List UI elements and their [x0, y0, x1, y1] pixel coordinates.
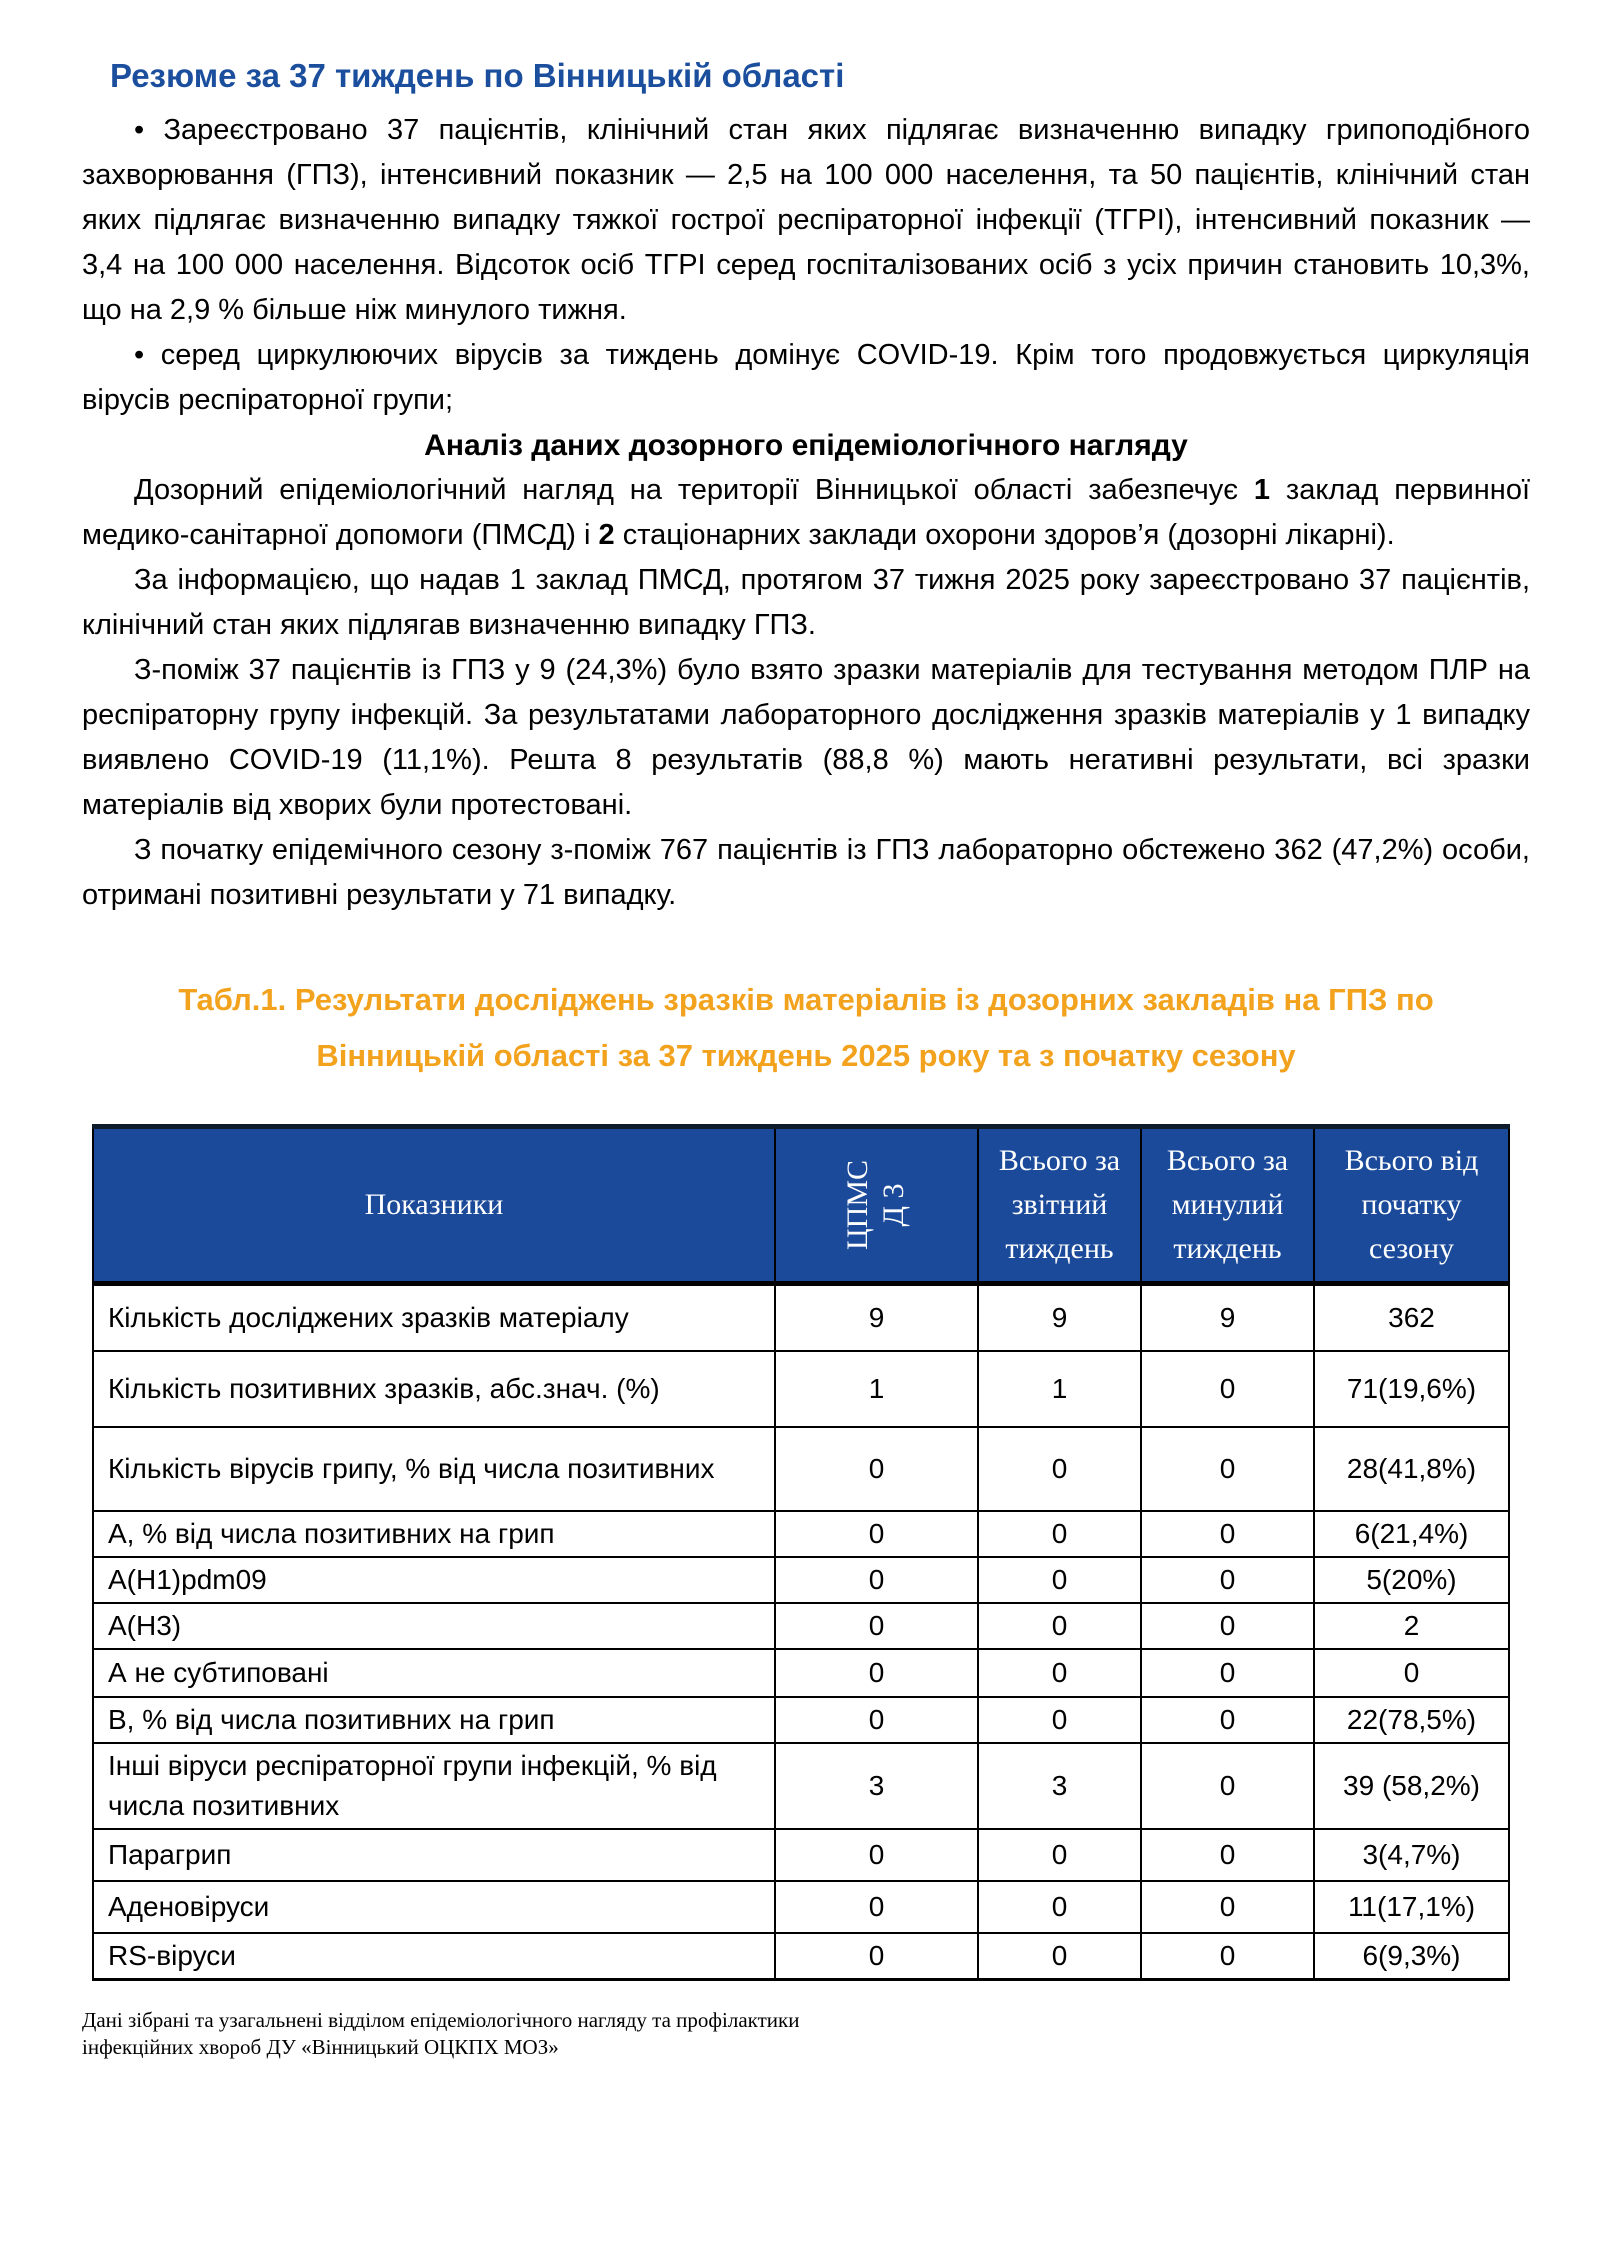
- row-label: Аденовіруси: [93, 1881, 775, 1933]
- value-cell: 0: [978, 1933, 1141, 1980]
- page-title: Резюме за 37 тиждень по Вінницькій області: [110, 57, 845, 94]
- row-label: Парагрип: [93, 1829, 775, 1881]
- value-cell: 0: [1141, 1829, 1314, 1881]
- row-label: A(H1)pdm09: [93, 1557, 775, 1603]
- value-cell: 0: [775, 1557, 978, 1603]
- row-label: Кількість вірусів грипу, % від числа позитивних: [93, 1427, 775, 1511]
- bold-number: 2: [598, 519, 615, 551]
- row-label: Інші віруси респіраторної групи інфекцій, % від числа позитивних: [93, 1743, 775, 1829]
- value-cell: 2: [1314, 1603, 1509, 1649]
- value-cell: 3: [775, 1743, 978, 1829]
- value-cell: 0: [978, 1649, 1141, 1697]
- table-row: [93, 1557, 1509, 1603]
- value-cell: 9: [978, 1284, 1141, 1351]
- value-cell: 0: [775, 1697, 978, 1743]
- paragraph-text: стаціонарних заклади охорони здоров’я (дозорні лікарні).: [614, 519, 1395, 551]
- value-cell: 71(19,6%): [1314, 1351, 1509, 1427]
- table-row: [93, 1881, 1509, 1933]
- summary-bullet-1: • Зареєстровано 37 пацієнтів, клінічний стан яких підлягає визначенню випадку грипоподібного захворювання (ГПЗ), інтенсивний показник — 2,5 на 100 000 населення, та 50 пацієнтів, клінічний стан яких підлягає визначенню випадку тяжкої гострої респіраторної інфекції (ТГРІ), інтенсивний показник — 3,4 на 100 000 населення. Відсоток осіб ТГРІ серед госпіталізованих осіб з усіх причин становить 10,3%, що на 2,9 % більше ніж минулого тижня.: [82, 114, 1530, 326]
- value-cell: 0: [978, 1697, 1141, 1743]
- paragraph-text: Дозорний епідеміологічний нагляд на території Вінницької області забезпечує: [134, 474, 1254, 506]
- row-label: RS-віруси: [93, 1933, 775, 1980]
- value-cell: 0: [1314, 1649, 1509, 1697]
- paragraph-pmsd-report: За інформацією, що надав 1 заклад ПМСД, протягом 37 тижня 2025 року зареєстровано 37 пацієнтів, клінічний стан яких підлягав визначенню випадку ГПЗ.: [82, 564, 1530, 641]
- value-cell: 0: [1141, 1351, 1314, 1427]
- row-label: Кількість позитивних зразків, абс.знач. (%): [93, 1351, 775, 1427]
- paragraph-season-summary: З початку епідемічного сезону з-поміж 767 пацієнтів із ГПЗ лабораторно обстежено 362 (47,2%) особи, отримані позитивні результати у 71 випадку.: [82, 834, 1530, 911]
- value-cell: 6(21,4%): [1314, 1511, 1509, 1557]
- value-cell: 0: [1141, 1557, 1314, 1603]
- value-cell: 0: [978, 1881, 1141, 1933]
- summary-bullet-2: • серед циркулюючих вірусів за тиждень домінує COVID-19. Крім того продовжується циркуляція вірусів респіраторної групи;: [82, 339, 1530, 416]
- value-cell: 0: [1141, 1603, 1314, 1649]
- table-row: [93, 1284, 1509, 1351]
- table-row: [93, 1511, 1509, 1557]
- value-cell: 0: [978, 1427, 1141, 1511]
- analysis-section-heading: Аналіз даних дозорного епідеміологічного нагляду: [424, 429, 1188, 462]
- row-label: Кількість досліджених зразків матеріалу: [93, 1284, 775, 1351]
- row-label: A(H3): [93, 1603, 775, 1649]
- table-row: [93, 1743, 1509, 1829]
- vertical-text-line: ЦПМС: [841, 1159, 875, 1251]
- col-header-cpmsd: [775, 1127, 978, 1284]
- value-cell: 0: [775, 1933, 978, 1980]
- value-cell: 0: [775, 1649, 978, 1697]
- value-cell: 3: [978, 1743, 1141, 1829]
- value-cell: 0: [1141, 1881, 1314, 1933]
- value-cell: 1: [978, 1351, 1141, 1427]
- value-cell: 0: [1141, 1697, 1314, 1743]
- value-cell: 3(4,7%): [1314, 1829, 1509, 1881]
- col-header-season-total: Всього від початку сезону: [1314, 1127, 1509, 1284]
- value-cell: 0: [1141, 1743, 1314, 1829]
- value-cell: 0: [775, 1427, 978, 1511]
- footnote-line: Дані зібрані та узагальнені відділом епідеміологічного нагляду та профілактики: [82, 2007, 800, 2032]
- table-row: [93, 1829, 1509, 1881]
- value-cell: 0: [978, 1829, 1141, 1881]
- table-header-row: [93, 1127, 1509, 1284]
- table-row: [93, 1649, 1509, 1697]
- table-row: [93, 1933, 1509, 1980]
- value-cell: 39 (58,2%): [1314, 1743, 1509, 1829]
- value-cell: 0: [1141, 1649, 1314, 1697]
- value-cell: 0: [1141, 1933, 1314, 1980]
- footnote: [82, 2007, 1530, 2061]
- value-cell: 22(78,5%): [1314, 1697, 1509, 1743]
- value-cell: 9: [1141, 1284, 1314, 1351]
- col-header-week-report: Всього за звітний тиждень: [978, 1127, 1141, 1284]
- value-cell: 362: [1314, 1284, 1509, 1351]
- value-cell: 0: [978, 1603, 1141, 1649]
- col-header-indicators: Показники: [93, 1127, 775, 1284]
- value-cell: 0: [775, 1603, 978, 1649]
- value-cell: 0: [978, 1557, 1141, 1603]
- table-caption: Табл.1. Результати досліджень зразків матеріалів із дозорних закладів на ГПЗ по Вінницькій області за 37 тиждень 2025 року та з початку сезону: [178, 982, 1434, 1073]
- value-cell: 0: [775, 1829, 978, 1881]
- value-cell: 0: [1141, 1511, 1314, 1557]
- value-cell: 0: [1141, 1427, 1314, 1511]
- paragraph-sample-testing: З-поміж 37 пацієнтів із ГПЗ у 9 (24,3%) було взято зразки матеріалів для тестування методом ПЛР на респіраторну групу інфекцій. За результатами лабораторного дослідження зразків матеріалів у 1 випадку виявлено COVID-19 (11,1%). Решта 8 результатів (88,8 %) мають негативні результати, всі зразки матеріалів від хворих були протестовані.: [82, 654, 1530, 821]
- value-cell: 11(17,1%): [1314, 1881, 1509, 1933]
- value-cell: 1: [775, 1351, 978, 1427]
- value-cell: 28(41,8%): [1314, 1427, 1509, 1511]
- paragraph-surveillance-network: [82, 468, 1530, 558]
- table-row: [93, 1697, 1509, 1743]
- value-cell: 9: [775, 1284, 978, 1351]
- row-label: В, % від числа позитивних на грип: [93, 1697, 775, 1743]
- value-cell: 0: [978, 1511, 1141, 1557]
- value-cell: 6(9,3%): [1314, 1933, 1509, 1980]
- row-label: А не субтиповані: [93, 1649, 775, 1697]
- table-row: [93, 1351, 1509, 1427]
- vertical-text: [840, 1160, 912, 1250]
- table-row: [93, 1427, 1509, 1511]
- bold-number: 1: [1253, 474, 1271, 506]
- results-table: [92, 1124, 1510, 1981]
- col-header-week-previous: Всього за минулий тиждень: [1141, 1127, 1314, 1284]
- value-cell: 0: [775, 1881, 978, 1933]
- value-cell: 5(20%): [1314, 1557, 1509, 1603]
- table-row: [93, 1603, 1509, 1649]
- vertical-text-line: Д 3: [877, 1183, 911, 1227]
- row-label: А, % від числа позитивних на грип: [93, 1511, 775, 1557]
- paragraph-text: заклад первинної медико-санітарної допомоги (ПМСД) і: [82, 474, 1531, 551]
- footnote-line: інфекційних хвороб ДУ «Вінницький ОЦКПХ МОЗ»: [82, 2034, 559, 2059]
- vertical-text-wrapper: [780, 1129, 973, 1281]
- value-cell: 0: [775, 1511, 978, 1557]
